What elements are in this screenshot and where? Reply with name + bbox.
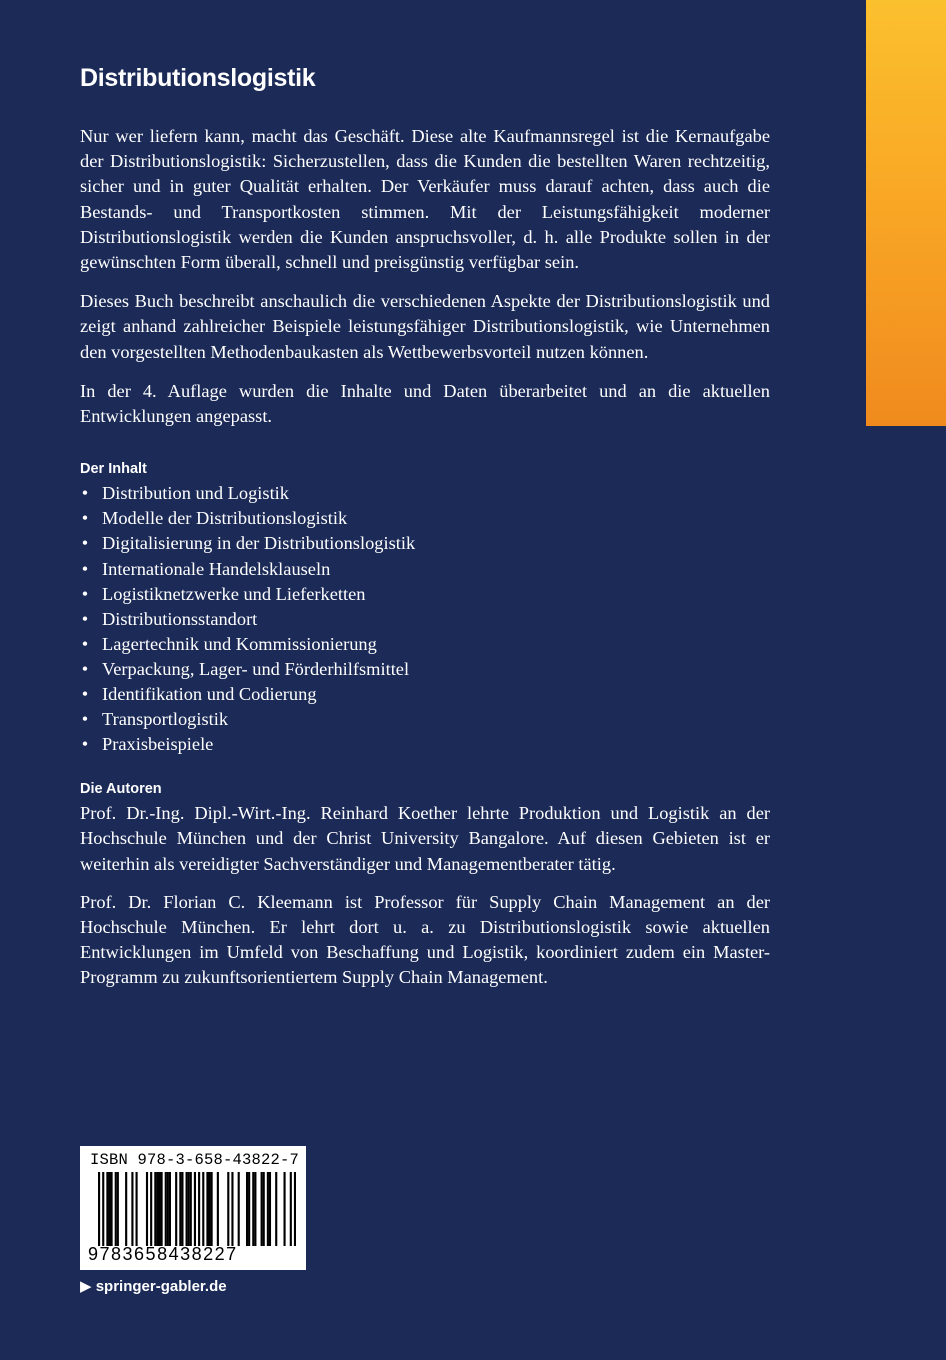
back-cover-text: [80, 62, 770, 1004]
ean-digits: 9783658438227: [88, 1244, 238, 1264]
bullet-icon: •: [81, 583, 89, 604]
bullet-icon: •: [81, 633, 89, 654]
contents-heading: Der Inhalt: [80, 461, 147, 478]
bullet-icon: •: [81, 483, 89, 504]
bullet-icon: •: [81, 608, 89, 629]
bullet-icon: •: [81, 508, 89, 529]
bullet-icon: •: [81, 533, 89, 554]
description-paragraph-2: Dieses Buch beschreibt anschaulich die verschiedenen Aspekte der Distributionslogistik und zeigt anhand zahlreicher Beispiele leistungsfähiger Distributionslogistik, wie Unternehmen den vorgestellten Methodenbaukasten als Wettbewerbsvorteil nutzen können.: [80, 291, 770, 362]
isbn-barcode: [80, 1146, 306, 1270]
barcode-bars: [98, 1172, 296, 1246]
authors-heading: Die Autoren: [80, 781, 162, 798]
list-item: • Identifikation und Codierung: [80, 682, 770, 707]
bullet-icon: •: [81, 734, 89, 755]
list-item: • Distribution und Logistik: [80, 481, 770, 506]
orange-accent-stripe: [866, 0, 946, 426]
author-paragraph-1: Prof. Dr.-Ing. Dipl.-Wirt.-Ing. Reinhard Koether lehrte Produktion und Logistik an der Hochschule München und der Christ University Bangalore. Auf diesen Gebieten ist er weiterhin als vereidigter Sachverständiger und Managementberater tätig.: [80, 803, 770, 874]
description-paragraph-1: Nur wer liefern kann, macht das Geschäft. Diese alte Kaufmannsregel ist die Kernaufgabe der Distributionslogistik: Sicherzustellen, dass die Kunden die bestellten Waren rechtzeitig, sicher und in guter Qualität erhalten. Der Verkäufer muss darauf achten, dass auch die Bestands- und Transportkosten stimmen. Mit der Leistungsfähigkeit moderner Distributionslogistik werden die Kunden anspruchsvoller, d. h. alle Produkte sollen in der gewünschten Form überall, schnell und preisgünstig verfügbar sein.: [80, 126, 770, 273]
publisher-url: springer-gabler.de: [95, 1278, 227, 1295]
list-item: • Verpackung, Lager- und Förderhilfsmittel: [80, 657, 770, 682]
list-item: • Transportlogistik: [80, 707, 770, 732]
isbn-label: ISBN 978-3-658-43822-7: [90, 1151, 300, 1169]
arrow-right-icon: ▶: [80, 1278, 92, 1295]
description-paragraph-3: In der 4. Auflage wurden die Inhalte und Daten überarbeitet und an die aktuellen Entwicklungen angepasst.: [80, 380, 770, 427]
author-paragraph-2: Prof. Dr. Florian C. Kleemann ist Professor für Supply Chain Management an der Hochschule München. Er lehrt dort u. a. zu Distributionslogistik sowie aktuellen Entwicklungen im Umfeld von Beschaffung und Logistik, koordiniert zudem ein Master-Programm zu zukunftsorientiertem Supply Chain Management.: [80, 891, 770, 988]
list-item: • Internationale Handelsklauseln: [80, 557, 770, 582]
list-item: • Logistiknetzwerke und Lieferketten: [80, 582, 770, 607]
book-title: Distributionslogistik: [80, 64, 316, 92]
bullet-icon: •: [81, 658, 89, 679]
list-item: • Modelle der Distributionslogistik: [80, 506, 770, 531]
bullet-icon: •: [81, 683, 89, 704]
contents-list: [80, 481, 770, 757]
list-item: • Distributionsstandort: [80, 607, 770, 632]
publisher-link[interactable]: [80, 1277, 227, 1295]
list-item: • Digitalisierung in der Distributionslogistik: [80, 531, 770, 556]
bullet-icon: •: [81, 558, 89, 579]
list-item: • Praxisbeispiele: [80, 732, 770, 757]
bullet-icon: •: [81, 709, 89, 730]
list-item: • Lagertechnik und Kommissionierung: [80, 632, 770, 657]
